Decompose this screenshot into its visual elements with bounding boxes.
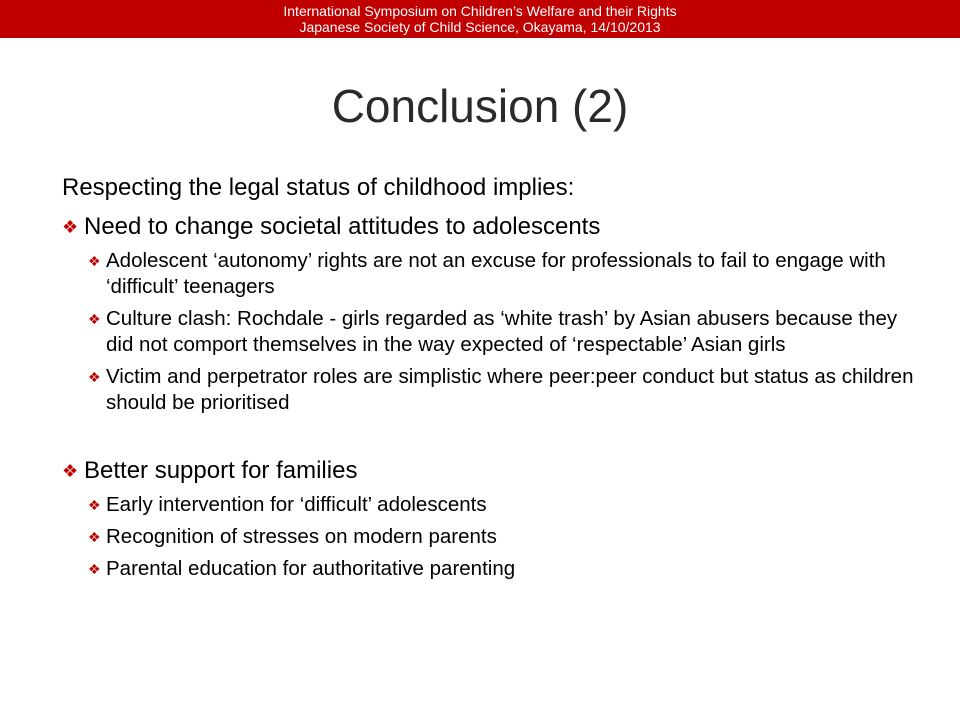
header-line-2: Japanese Society of Child Science, Okayama, 14/10/2013 (299, 19, 661, 35)
diamond-bullet-icon: ❖ (88, 311, 101, 327)
list-item (62, 556, 922, 582)
list-item (62, 364, 922, 416)
diamond-bullet-icon: ❖ (88, 529, 101, 545)
list-item (62, 306, 922, 358)
list-item (62, 492, 922, 518)
diamond-bullet-icon: ❖ (88, 561, 101, 577)
header-line-1: International Symposium on Children’s Welfare and their Rights (283, 3, 677, 19)
section-heading-label: Better support for families (84, 457, 358, 484)
slide-content (62, 172, 922, 588)
diamond-bullet-icon: ❖ (88, 369, 101, 385)
diamond-bullet-icon: ❖ (88, 497, 101, 513)
section-heading-label: Need to change societal attitudes to adolescents (84, 213, 601, 240)
list-item-text: Culture clash: Rochdale - girls regarded as ‘white trash’ by Asian abusers because they did not comport themselves in the way expected of ‘respectable’ Asian girls (106, 307, 898, 356)
header-bar (0, 0, 960, 38)
section-spacer (62, 422, 922, 456)
list-item-text: Parental education for authoritative parenting (106, 557, 516, 580)
section-heading-families (62, 456, 922, 486)
list-item-text: Victim and perpetrator roles are simplistic where peer:peer conduct but status as children should be prioritised (106, 365, 914, 414)
section-heading-attitudes (62, 212, 922, 242)
list-item (62, 248, 922, 300)
list-item (62, 524, 922, 550)
list-item-text: Recognition of stresses on modern parents (106, 525, 497, 548)
diamond-bullet-icon: ❖ (62, 217, 79, 237)
diamond-bullet-icon: ❖ (88, 253, 101, 269)
list-item-text: Adolescent ‘autonomy’ rights are not an excuse for professionals to fail to engage with ‘difficult’ teenagers (106, 249, 886, 298)
list-item-text: Early intervention for ‘difficult’ adolescents (106, 493, 487, 516)
diamond-bullet-icon: ❖ (62, 461, 79, 481)
intro-text: Respecting the legal status of childhood implies: (62, 174, 575, 201)
slide-title: Conclusion (2) (331, 80, 629, 132)
